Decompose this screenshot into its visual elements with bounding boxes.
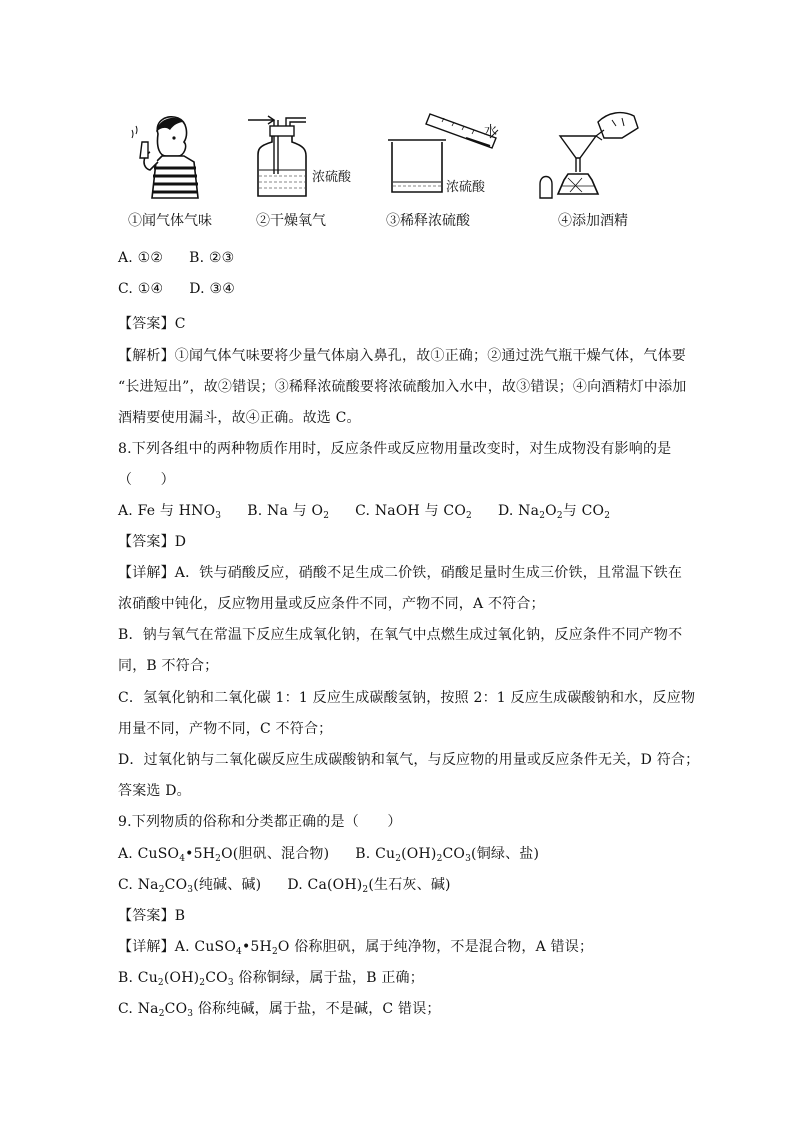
q9-detail-c: C. $Na_2CO_3$ 俗称纯碱，属于盐，不是碱，C 错误； <box>118 1001 441 1019</box>
figure-gas-washing-bottle <box>244 112 320 202</box>
q7-option-d: D. ③④ <box>189 281 235 297</box>
q8-detail-line-6: 用量不同，产物不同，C 不符合； <box>118 721 333 737</box>
q7-option-c: C. ①④ <box>118 281 164 297</box>
figure-alcohol-lamp <box>538 108 642 204</box>
q8-detail-line-4: 同，B 不符合； <box>118 658 219 674</box>
q7-option-b: B. ②③ <box>189 250 235 266</box>
q9-options-row-1 <box>118 843 539 863</box>
q9-detail-a: 【详解】A. $CuSO_4•5H_2O$ 俗称胆矾，属于纯净物，不是混合物，A 错误； <box>118 939 594 957</box>
q7-options-row-1 <box>118 250 234 266</box>
q8-detail-line-7: D．过氧化钠与二氧化碳反应生成碳酸钠和氧气，与反应物的用量或反应条件无关，D 符合； <box>118 752 700 768</box>
q8-option-c: C. NaOH 与 $CO_2$ <box>355 503 472 521</box>
q9-option-a: A. $CuSO_4•5H_2O$(胆矾、混合物) <box>118 846 330 864</box>
q7-analysis-line-2: “长进短出”，故②错误；③稀释浓硫酸要将浓硫酸加入水中，故③错误；④向酒精灯中添加 <box>118 379 687 395</box>
q9-stem: 9.下列物质的俗称和分类都正确的是（ ） <box>118 814 402 830</box>
q8-detail-line-8: 答案选 D。 <box>118 783 191 799</box>
figure-caption-1: ①闻气体气味 <box>128 213 212 229</box>
figure-label-water: 水 <box>484 124 498 139</box>
q7-analysis-line-3: 酒精要使用漏斗，故④正确。故选 C。 <box>118 410 361 426</box>
q9-option-c: C. $Na_2CO_3$(纯碱、碱) <box>118 877 262 895</box>
q8-detail-line-5: C．氢氧化钠和二氧化碳 1：1 反应生成碳酸氢钠，按照 2：1 反应生成碳酸钠和水，反应物 <box>118 690 696 706</box>
q8-detail-line-1: 【详解】A．铁与硝酸反应，硝酸不足生成二价铁，硝酸足量时生成三价铁，且常温下铁在 <box>118 565 683 581</box>
figure-smell-gas <box>128 112 208 204</box>
q7-option-a: A. ①② <box>118 250 164 266</box>
q8-options <box>118 500 610 520</box>
q9-option-b: B. $Cu_2(OH)_2CO_3$(铜绿、盐) <box>355 846 540 864</box>
figure-label-acid-2: 浓硫酸 <box>446 180 486 195</box>
q8-option-d: D. $Na_2O_2$与 $CO_2$ <box>497 503 611 521</box>
q8-detail-line-2: 浓硝酸中钝化，反应物用量或反应条件不同，产物不同，A 不符合； <box>118 596 545 612</box>
q9-option-d: D. $Ca(OH)_2$(生石灰、碱) <box>287 877 451 895</box>
q8-stem-line-1: 8.下列各组中的两种物质作用时，反应条件或反应物用量改变时，对生成物没有影响的是 <box>118 441 672 457</box>
q9-detail-b: B. $Cu_2(OH)_2CO_3$ 俗称铜绿，属于盐，B 正确； <box>118 970 424 988</box>
q7-options-row-2 <box>118 281 235 297</box>
figure-caption-2: ②干燥氧气 <box>256 213 326 229</box>
figure-caption-3: ③稀释浓硫酸 <box>386 213 470 229</box>
q8-stem-line-2: （ ） <box>118 472 175 488</box>
q7-analysis-line-1: 【解析】①闻气体气味要将少量气体扇入鼻孔，故①正确；②通过洗气瓶干燥气体，气体要 <box>118 348 686 364</box>
q9-answer: 【答案】B <box>118 908 186 924</box>
q8-detail-line-3: B．钠与氧气在常温下反应生成氧化钠，在氧气中点燃生成过氧化钠，反应条件不同产物不 <box>118 627 683 643</box>
q8-option-b: B. Na 与 $O_2$ <box>247 503 330 521</box>
figure-caption-4: ④添加酒精 <box>558 213 628 229</box>
q8-answer: 【答案】D <box>118 534 187 550</box>
q8-option-a: A. Fe 与 $HNO_3$ <box>118 503 222 521</box>
figure-label-acid-1: 浓硫酸 <box>312 170 352 185</box>
q9-options-row-2 <box>118 874 451 894</box>
q7-answer: 【答案】C <box>118 316 186 332</box>
